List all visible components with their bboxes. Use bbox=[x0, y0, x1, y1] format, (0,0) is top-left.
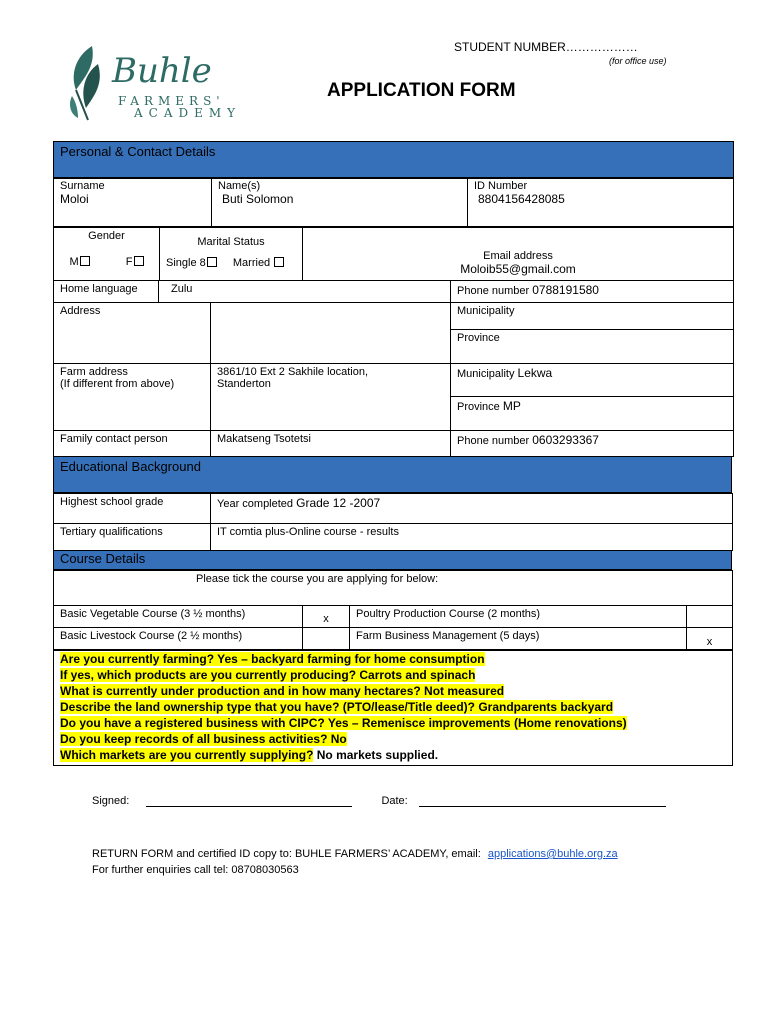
farm-municipality-value[interactable]: Lekwa bbox=[517, 366, 553, 380]
answer-7: No markets supplied. bbox=[313, 748, 439, 762]
farm-municipality-cell bbox=[451, 364, 734, 397]
course-livestock-checkbox[interactable] bbox=[303, 628, 350, 651]
family-phone-cell bbox=[451, 431, 734, 457]
question-6: Do you keep records of all business activities? No bbox=[60, 732, 347, 746]
section-personal-title: Personal & Contact Details bbox=[60, 144, 216, 159]
municipality-label: Municipality bbox=[451, 303, 734, 330]
question-5: Do you have a registered business with CIPC? Yes – Remenisce improvements (Home renovations) bbox=[60, 716, 627, 730]
logo-name: Buhle bbox=[112, 51, 212, 91]
course-vegetable-checkbox[interactable]: x bbox=[303, 606, 350, 628]
names-label: Name(s) bbox=[218, 180, 261, 192]
page-title: APPLICATION FORM bbox=[327, 80, 516, 101]
course-farm-business-checkbox[interactable]: x bbox=[687, 628, 733, 651]
family-contact-label: Family contact person bbox=[54, 431, 211, 457]
year-completed-label: Year completed bbox=[217, 498, 294, 510]
gender-m-checkbox[interactable] bbox=[80, 256, 90, 266]
family-phone-label: Phone number bbox=[457, 435, 530, 447]
farm-province-label: Province bbox=[457, 401, 500, 413]
course-poultry-label: Poultry Production Course (2 months) bbox=[350, 606, 687, 628]
farm-province-value[interactable]: MP bbox=[502, 399, 521, 413]
farm-municipality-label: Municipality bbox=[457, 368, 515, 380]
gender-f-label: F bbox=[125, 256, 133, 268]
province-label: Province bbox=[451, 330, 734, 364]
enquiries-text: For further enquiries call tel: 08708030563 bbox=[92, 864, 299, 876]
gender-m-label: M bbox=[69, 256, 79, 268]
question-7: Which markets are you currently supplying? No markets supplied. bbox=[60, 748, 439, 762]
date-field[interactable] bbox=[419, 794, 666, 807]
personal-table-1 bbox=[53, 177, 734, 227]
course-instruction: Please tick the course you are applying for below: bbox=[54, 571, 733, 606]
id-cell bbox=[468, 178, 734, 227]
tertiary-label: Tertiary qualifications bbox=[54, 524, 211, 551]
phone-value[interactable]: 0788191580 bbox=[532, 283, 599, 297]
signature-row bbox=[92, 794, 666, 807]
address-value[interactable] bbox=[211, 303, 451, 364]
gender-cell bbox=[54, 228, 160, 281]
phone-label: Phone number bbox=[457, 285, 530, 297]
signed-label: Signed: bbox=[92, 795, 130, 807]
farm-address-note: (If different from above) bbox=[60, 378, 175, 390]
tertiary-value[interactable]: IT comtia plus-Online course - results bbox=[211, 524, 733, 551]
return-text: RETURN FORM and certified ID copy to: BUHLE FARMERS’ ACADEMY, email: bbox=[92, 848, 481, 860]
signed-field[interactable] bbox=[146, 794, 352, 807]
id-label: ID Number bbox=[474, 180, 528, 192]
id-value[interactable]: 8804156428085 bbox=[478, 192, 565, 206]
course-vegetable-label: Basic Vegetable Course (3 ½ months) bbox=[54, 606, 303, 628]
email-cell bbox=[303, 228, 734, 281]
farm-address-label: Farm address bbox=[60, 366, 128, 378]
return-instructions bbox=[92, 848, 618, 860]
section-education-title: Educational Background bbox=[60, 459, 201, 474]
section-course-title: Course Details bbox=[60, 551, 146, 566]
question-1: Are you currently farming? Yes – backyard farming for home consumption bbox=[60, 652, 485, 666]
gender-label: Gender bbox=[88, 230, 125, 242]
gender-f-checkbox[interactable] bbox=[134, 256, 144, 266]
names-cell bbox=[212, 178, 468, 227]
farm-address-label-cell bbox=[54, 364, 211, 431]
marital-label: Marital Status bbox=[197, 236, 265, 248]
question-3: What is currently under production and in how many hectares? Not measured bbox=[60, 684, 505, 698]
section-education-header bbox=[53, 456, 732, 493]
email-label: Email address bbox=[483, 250, 553, 262]
questions-block bbox=[53, 649, 733, 766]
marital-single-label: Single 8 bbox=[166, 257, 206, 269]
office-use-note: (for office use) bbox=[609, 56, 667, 66]
question-2: If yes, which products are you currently producing? Carrots and spinach bbox=[60, 668, 476, 682]
email-value[interactable]: Moloib55@gmail.com bbox=[460, 262, 576, 276]
personal-table-2 bbox=[53, 227, 734, 281]
course-poultry-checkbox[interactable] bbox=[687, 606, 733, 628]
home-language-label: Home language bbox=[54, 281, 159, 303]
personal-table-3 bbox=[53, 280, 734, 457]
leaf-icon bbox=[66, 44, 112, 122]
course-table bbox=[53, 570, 733, 651]
date-label: Date: bbox=[381, 795, 408, 807]
question-4: Describe the land ownership type that you have? (PTO/lease/Title deed)? Grandparents backyard bbox=[60, 700, 614, 714]
course-farm-business-label: Farm Business Management (5 days) bbox=[350, 628, 687, 651]
marital-married-checkbox[interactable] bbox=[274, 257, 284, 267]
address-label: Address bbox=[54, 303, 211, 364]
highest-grade-label: Highest school grade bbox=[54, 494, 211, 524]
names-value[interactable]: Buti Solomon bbox=[222, 192, 294, 206]
education-table bbox=[53, 493, 733, 551]
logo bbox=[66, 44, 256, 124]
surname-value[interactable]: Moloi bbox=[60, 192, 89, 206]
year-completed-value[interactable]: Grade 12 -2007 bbox=[296, 496, 381, 510]
marital-cell bbox=[160, 228, 303, 281]
logo-subtitle-2: ACADEMY bbox=[134, 106, 242, 120]
section-course-header bbox=[53, 550, 732, 570]
home-language-value[interactable]: Zulu bbox=[159, 281, 451, 303]
student-number-field: STUDENT NUMBER……………… bbox=[454, 40, 638, 54]
surname-label: Surname bbox=[60, 180, 105, 192]
marital-single-checkbox[interactable] bbox=[207, 257, 217, 267]
course-livestock-label: Basic Livestock Course (2 ½ months) bbox=[54, 628, 303, 651]
return-email-link[interactable]: applications@buhle.org.za bbox=[487, 848, 618, 860]
family-contact-value[interactable]: Makatseng Tsotetsi bbox=[211, 431, 451, 457]
logo-subtitle-1: FARMERS' bbox=[118, 94, 225, 108]
year-completed-cell bbox=[211, 494, 733, 524]
phone-cell bbox=[451, 281, 734, 303]
marital-married-label: Married bbox=[232, 257, 271, 269]
surname-cell bbox=[54, 178, 212, 227]
family-phone-value[interactable]: 0603293367 bbox=[532, 433, 599, 447]
farm-address-value[interactable]: 3861/10 Ext 2 Sakhile location, Standerton bbox=[211, 364, 451, 431]
farm-province-cell bbox=[451, 397, 734, 431]
section-personal-header bbox=[53, 141, 734, 179]
